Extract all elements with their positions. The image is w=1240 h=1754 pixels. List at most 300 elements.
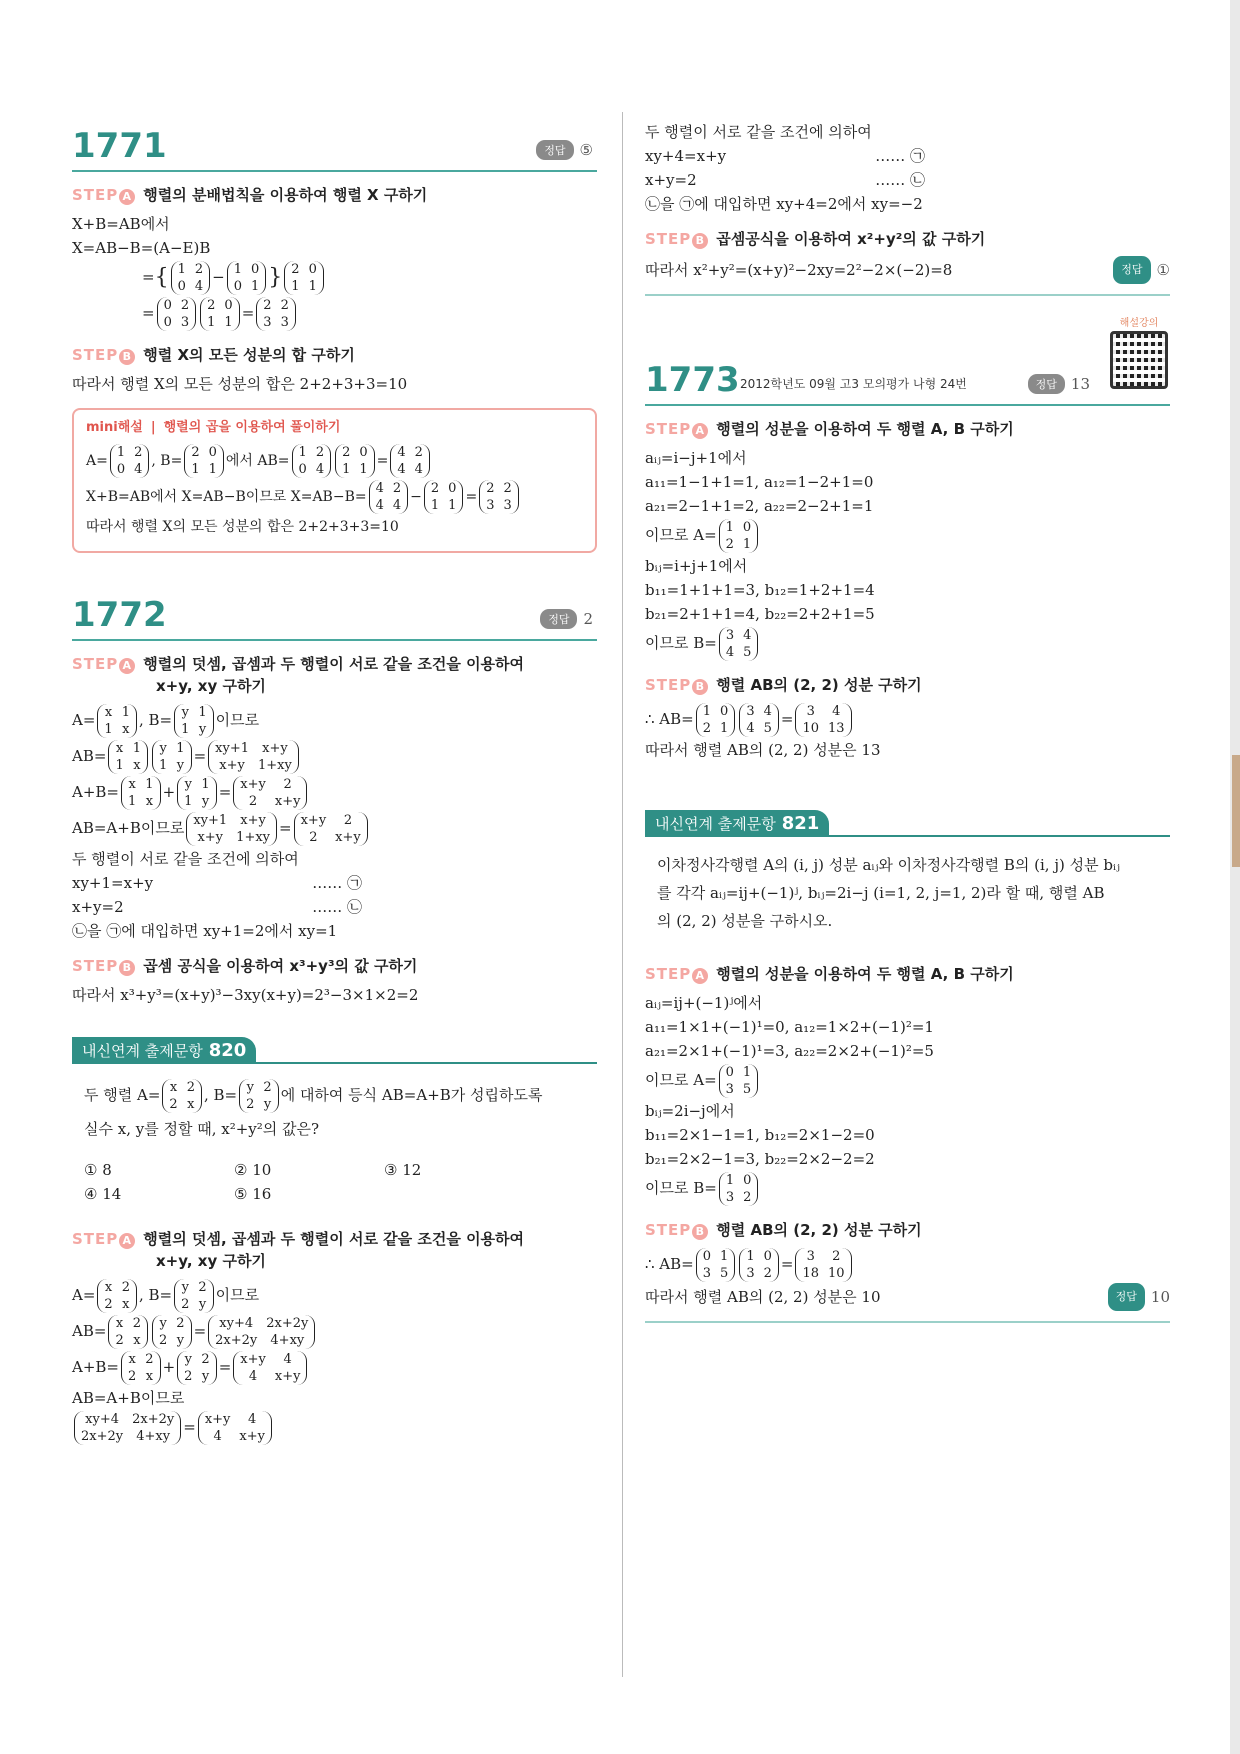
matrix-entry: 1 — [116, 445, 126, 460]
problem-1773-header — [645, 318, 1170, 406]
solution-line: b₂₁=2+1+1=4, b₂₂=2+2+1=5 — [645, 605, 875, 623]
matrix-entry: 4 — [248, 1369, 258, 1384]
choices — [72, 1148, 597, 1206]
matrix-entry: 2 — [198, 1280, 207, 1295]
answer-badge: 정답 — [1113, 256, 1150, 284]
matrix-entry: 2 — [104, 1297, 113, 1312]
matrix-entry: 0 — [116, 462, 126, 477]
matrix — [335, 444, 375, 478]
answer-value: 2 — [583, 610, 593, 628]
solution-line-matrix: xy+4 2x+2y 2x+2y 4+xy = x+y 4 4 x+y — [72, 1410, 597, 1446]
matrix — [97, 704, 137, 738]
matrix-entry: 1 — [298, 445, 307, 460]
answer-value: 13 — [1070, 375, 1090, 393]
matrix-entry: 3 — [180, 315, 190, 330]
step-title-cont: x+y, xy 구하기 — [156, 677, 266, 695]
matrix-entry: x+y — [274, 1369, 301, 1384]
equation-line: x+y=2 …… ㉡ — [72, 898, 362, 916]
step-title: 행렬 AB의 (2, 2) 성분 구하기 — [716, 676, 922, 694]
step-title: 행렬 AB의 (2, 2) 성분 구하기 — [716, 1221, 922, 1239]
matrix-entry: 1 — [430, 498, 440, 513]
answer-badge: 정답 — [536, 140, 573, 160]
matrix — [200, 297, 240, 331]
matrix-entry: y — [159, 741, 167, 756]
matrix-entry: 1 — [720, 1249, 729, 1264]
matrix — [795, 1248, 851, 1282]
matrix-entry: 1 — [176, 741, 185, 756]
matrix-entry: 1 — [233, 262, 242, 277]
matrix-entry: 0 — [298, 462, 307, 477]
solution-line-matrix: ∴ AB= 1 0 2 1 3 4 4 5 = 3 4 10 13 — [645, 702, 1170, 738]
matrix-entry: 2 — [414, 445, 423, 460]
question-line: 이차정사각행렬 A의 (i, j) 성분 aᵢⱼ와 이차정사각행렬 B의 (i, j) 성분 bᵢⱼ — [657, 856, 1120, 874]
matrix — [390, 444, 430, 478]
matrix-entry: 1 — [342, 462, 351, 477]
solution-line: X+B=AB에서 — [72, 215, 170, 233]
solution-line: b₂₁=2×2−1=3, b₂₂=2×2−2=2 — [645, 1150, 875, 1168]
step-title: 행렬의 분배법칙을 이용하여 행렬 X 구하기 — [143, 186, 428, 204]
step-b-heading — [72, 344, 597, 366]
matrix-entry: 2 — [159, 1333, 168, 1348]
solution-line-matrix: A= x 2 2 x , B= y 2 2 y 이므로 — [72, 1280, 260, 1312]
matrix-entry: 1 — [132, 741, 141, 756]
matrix-entry: 2 — [743, 1190, 752, 1205]
matrix-entry: x — [122, 1297, 130, 1312]
qr-code-icon — [1110, 331, 1168, 389]
matrix-entry: 4 — [832, 704, 841, 719]
matrix-entry: 0 — [177, 279, 186, 294]
matrix-entry: 5 — [743, 645, 752, 660]
choice[interactable]: ⑤ 16 — [234, 1185, 272, 1203]
matrix-entry: 2 — [246, 1097, 255, 1112]
solution-line: X=AB−B=(A−E)B — [72, 239, 211, 257]
matrix-entry: 2x+2y — [81, 1429, 124, 1444]
matrix — [284, 261, 324, 295]
problem-source: 2012학년도 09월 고3 모의평가 나형 24번 — [740, 377, 967, 391]
matrix-entry: 4 — [194, 279, 204, 294]
matrix-entry: 1 — [198, 705, 207, 720]
matrix-entry: 1 — [191, 462, 200, 477]
matrix-entry: 18 — [802, 1266, 819, 1281]
matrix-entry: 1 — [448, 498, 457, 513]
solution-line-matrix: A= x 1 1 x , B= y 1 1 y 이므로 — [72, 705, 260, 737]
matrix-entry: 1 — [201, 777, 210, 792]
solution-line: 따라서 행렬 AB의 (2, 2) 성분은 10 정답 10 — [645, 1283, 1170, 1311]
matrix-entry: 1 — [702, 704, 712, 719]
matrix-entry: 4 — [375, 481, 384, 496]
matrix-entry: 4 — [763, 704, 772, 719]
matrix-entry: 1 — [181, 722, 190, 737]
solution-line: 따라서 x³+y³=(x+y)³−3xy(x+y)=2³−3×1×2=2 — [72, 986, 419, 1004]
matrix-entry: 4 — [248, 1412, 257, 1427]
matrix-entry: y — [181, 705, 189, 720]
answer-label — [536, 140, 593, 160]
solution-line-matrix: ={ 1 2 0 4 − 1 0 0 1 } 2 0 1 1 — [72, 260, 597, 296]
matrix-entry: 4 — [725, 645, 735, 660]
matrix-entry: 0 — [163, 298, 172, 313]
problem-number: 1772 — [72, 595, 167, 635]
answer-value: ⑤ — [579, 141, 593, 159]
choice[interactable]: ④ 14 — [84, 1185, 122, 1203]
matrix-entry: x — [145, 1369, 154, 1384]
matrix-entry: 4+xy — [136, 1429, 171, 1444]
choice[interactable]: ① 8 — [84, 1161, 112, 1179]
matrix — [479, 480, 519, 514]
step-label: STEP B — [645, 676, 708, 694]
step-b-heading — [645, 674, 1170, 696]
matrix-entry: 4 — [134, 462, 143, 477]
solution-line: a₁₁=1−1+1=1, a₁₂=1−2+1=0 — [645, 473, 874, 491]
step-label: STEP A — [645, 965, 708, 983]
matrix — [152, 1315, 192, 1349]
problem-1772-header — [72, 589, 597, 641]
related-tab: 내신연계 출제문항 820 — [72, 1037, 256, 1064]
matrix-entry: 2 — [121, 1280, 130, 1295]
answer-value: ① — [1156, 261, 1170, 279]
matrix-entry: 1 — [720, 721, 729, 736]
matrix-entry: 1 — [746, 1249, 755, 1264]
solution-line-matrix: 이므로 B= 3 4 4 5 — [645, 626, 1170, 662]
matrix-entry: x+y — [197, 830, 224, 845]
question-line: 두 행렬 A= x 2 2 x , B= y 2 2 y 에 대하여 등식 AB=A+B가 성립하도록 — [84, 1080, 543, 1112]
solution-line: 따라서 x²+y²=(x+y)²−2xy=2²−2×(−2)=8 정답 ① — [645, 256, 1170, 284]
matrix-entry: 1 — [145, 777, 154, 792]
equation-line: xy+1=x+y …… ㉠ — [72, 874, 362, 892]
matrix-entry: xy+4 — [85, 1412, 119, 1427]
matrix-entry: 10 — [828, 1266, 845, 1281]
matrix-entry: 2x+2y — [266, 1316, 309, 1331]
matrix-entry: 0 — [702, 1249, 712, 1264]
step-title: 행렬의 성분을 이용하여 두 행렬 A, B 구하기 — [716, 965, 1014, 983]
matrix-entry: 13 — [828, 721, 845, 736]
matrix-entry: 2x+2y — [215, 1333, 258, 1348]
right-column — [645, 120, 1170, 1323]
matrix-entry: 2x+2y — [132, 1412, 175, 1427]
choice[interactable]: ② 10 — [234, 1161, 272, 1179]
matrix-entry: xy+1 — [215, 741, 249, 756]
matrix-entry: 2 — [832, 1249, 841, 1264]
matrix-entry: y — [176, 758, 185, 773]
matrix-entry: 5 — [763, 721, 772, 736]
problem-number: 1773 — [645, 360, 740, 400]
matrix-entry: x — [128, 777, 136, 792]
matrix-entry: 0 — [742, 520, 752, 535]
solution-line-matrix: 이므로 B= 1 0 3 2 — [645, 1171, 1170, 1207]
step-label: STEP B — [72, 957, 135, 975]
matrix — [227, 261, 267, 295]
matrix-entry: x — [133, 758, 141, 773]
matrix — [198, 1411, 272, 1445]
matrix-entry: 0 — [163, 315, 172, 330]
matrix-entry: x+y — [335, 830, 361, 845]
step-title: 행렬의 덧셈, 곱셈과 두 행렬이 서로 같을 조건을 이용하여 — [143, 1230, 525, 1248]
matrix-entry: 0 — [743, 1173, 752, 1188]
matrix-entry: 2 — [128, 1369, 137, 1384]
step-a-heading — [645, 418, 1170, 440]
step-b-heading — [645, 228, 1170, 250]
matrix-entry: 2 — [725, 537, 734, 552]
matrix-entry: x — [133, 1333, 141, 1348]
mini-line: A= 1 2 0 4 , B= 2 0 1 1 에서 AB= 1 2 0 4 2 0 1 1 = 4 2 4 4 — [86, 443, 583, 479]
step-title: 곱셈공식을 이용하여 x²+y²의 값 구하기 — [716, 230, 986, 248]
matrix-entry: 2 — [180, 298, 190, 313]
matrix — [208, 740, 299, 774]
matrix — [186, 812, 277, 846]
step-b-heading — [72, 955, 597, 977]
matrix-entry: 4 — [315, 462, 325, 477]
solution-line: bᵢⱼ=2i−j에서 — [645, 1102, 735, 1120]
step-label: STEP A — [72, 186, 135, 204]
section-rule — [645, 294, 1170, 296]
matrix-entry: 0 — [233, 279, 242, 294]
matrix-entry: 0 — [359, 445, 368, 460]
matrix — [719, 1172, 759, 1206]
matrix-entry: 2 — [263, 298, 272, 313]
matrix-entry: 2 — [283, 777, 292, 792]
matrix — [74, 1411, 181, 1445]
matrix-entry: x — [122, 722, 130, 737]
solution-line-matrix: 이므로 A= 1 0 2 1 — [645, 518, 1170, 554]
matrix-entry: 2 — [503, 481, 512, 496]
step-label: STEP A — [72, 655, 135, 673]
matrix — [294, 812, 368, 846]
step-b-heading — [645, 1219, 1170, 1241]
matrix-entry: xy+4 — [219, 1316, 254, 1331]
matrix-entry: 1 — [184, 794, 193, 809]
matrix-entry: 2 — [207, 298, 216, 313]
matrix-entry: 1 — [115, 758, 124, 773]
matrix-entry: 2 — [309, 830, 318, 845]
matrix — [292, 444, 332, 478]
matrix-entry: 2 — [392, 481, 402, 496]
matrix-entry: 0 — [208, 445, 217, 460]
matrix-entry: 2 — [132, 1316, 141, 1331]
matrix-entry: x — [187, 1097, 195, 1112]
page-edge — [1230, 0, 1240, 1754]
solution-line: ㉡을 ㉠에 대입하면 xy+1=2에서 xy=1 — [72, 922, 338, 940]
matrix — [719, 627, 759, 661]
matrix — [121, 1351, 161, 1385]
solution-line: b₁₁=2×1−1=1, b₁₂=2×1−2=0 — [645, 1126, 875, 1144]
matrix-entry: 3 — [263, 315, 272, 330]
matrix-entry: y — [159, 1316, 167, 1331]
answer-badge: 정답 — [1028, 374, 1065, 394]
matrix-entry: 1 — [725, 520, 734, 535]
solution-line-matrix: 이므로 A= 0 1 3 5 — [645, 1063, 1170, 1099]
matrix-entry: 2 — [486, 481, 495, 496]
matrix-entry: xy+1 — [193, 813, 228, 828]
matrix-entry: 2 — [194, 262, 204, 277]
matrix — [696, 1248, 736, 1282]
matrix — [177, 1351, 217, 1385]
matrix-entry: x — [115, 741, 124, 756]
matrix-entry: 3 — [725, 628, 735, 643]
matrix — [177, 776, 217, 810]
solution-line-matrix: AB= x 2 2 x y 2 2 y = xy+4 2x+2y 2x+2y 4+xy — [72, 1314, 597, 1350]
solution-line: ㉡을 ㉠에 대입하면 xy+4=2에서 xy=−2 — [645, 195, 923, 213]
problem-1771-header — [72, 120, 597, 172]
matrix-entry: 2 — [201, 1352, 210, 1367]
matrix-entry: 4 — [392, 498, 402, 513]
matrix-entry: x+y — [240, 777, 266, 792]
question-line: 의 (2, 2) 성분을 구하시오. — [657, 912, 833, 930]
matrix-entry: 2 — [430, 481, 440, 496]
solution-line-matrix: A+B= x 1 1 x + y 1 1 y = x+y 2 2 x+y — [72, 775, 597, 811]
matrix-entry: 2 — [145, 1352, 154, 1367]
equation-line: xy+4=x+y …… ㉠ — [645, 147, 925, 165]
answer-label — [540, 609, 593, 629]
matrix — [97, 1279, 137, 1313]
matrix-entry: y — [263, 1097, 272, 1112]
matrix-entry: 1+xy — [236, 830, 271, 845]
question-line: 실수 x, y를 정할 때, x²+y²의 값은? — [84, 1120, 320, 1138]
step-a-heading — [72, 653, 597, 697]
matrix-entry: 2 — [169, 1097, 178, 1112]
matrix-entry: 1 — [725, 1173, 735, 1188]
matrix-entry: 2 — [291, 262, 300, 277]
matrix-entry: 1 — [308, 279, 317, 294]
related-question — [645, 837, 1170, 939]
matrix-entry: 5 — [720, 1266, 729, 1281]
step-label: STEP A — [72, 1230, 135, 1248]
matrix-entry: 1 — [177, 262, 186, 277]
matrix-entry: 4 — [397, 445, 406, 460]
matrix — [121, 776, 161, 810]
matrix-entry: 5 — [742, 1082, 752, 1097]
matrix-entry: 3 — [725, 1190, 735, 1205]
answer-value: 10 — [1150, 1288, 1170, 1306]
matrix-entry: y — [184, 777, 192, 792]
matrix-entry: 2 — [184, 1369, 193, 1384]
matrix — [171, 261, 211, 295]
matrix-entry: x+y — [204, 1412, 231, 1427]
matrix-entry: 1 — [207, 315, 216, 330]
matrix-entry: y — [184, 1352, 192, 1367]
matrix-entry: 0 — [224, 298, 233, 313]
matrix — [696, 703, 736, 737]
solution-line: 따라서 행렬 X의 모든 성분의 합은 2+2+3+3=10 — [72, 375, 408, 393]
matrix-entry: 1+xy — [257, 758, 292, 773]
solution-line: 따라서 행렬 AB의 (2, 2) 성분은 13 — [645, 741, 881, 759]
matrix-entry: y — [176, 1333, 185, 1348]
matrix-entry: 3 — [503, 498, 512, 513]
matrix-entry: 3 — [806, 704, 815, 719]
matrix-entry: x+y — [240, 813, 266, 828]
matrix-entry: 2 — [181, 1297, 190, 1312]
matrix-entry: 1 — [742, 1065, 752, 1080]
choice[interactable]: ③ 12 — [384, 1161, 422, 1179]
matrix-entry: 2 — [176, 1316, 185, 1331]
related-problem-821 — [645, 810, 1170, 939]
matrix-entry: 2 — [115, 1333, 124, 1348]
matrix-entry: 3 — [702, 1266, 712, 1281]
matrix — [152, 740, 192, 774]
matrix-entry: x+y — [262, 741, 288, 756]
matrix-entry: x — [169, 1080, 178, 1095]
column-divider — [622, 112, 623, 1677]
matrix — [424, 480, 464, 514]
step-letter: A — [119, 189, 135, 205]
matrix-entry: y — [201, 794, 210, 809]
solution-line: bᵢⱼ=i+j+1에서 — [645, 557, 748, 575]
matrix-entry: 2 — [343, 813, 353, 828]
step-a-heading — [645, 963, 1170, 985]
step-a-heading: STEP A 행렬의 덧셈, 곱셈과 두 행렬이 서로 같을 조건을 이용하여 x+y, xy 구하기 — [72, 1230, 525, 1270]
matrix-entry: 4 — [414, 462, 423, 477]
related-tab: 내신연계 출제문항 821 — [645, 810, 829, 837]
matrix-entry: 2 — [315, 445, 325, 460]
answer-label — [1028, 374, 1090, 394]
matrix — [256, 297, 296, 331]
matrix-entry: 1 — [251, 279, 260, 294]
matrix-entry: 2 — [263, 1080, 272, 1095]
matrix-entry: 2 — [134, 445, 143, 460]
matrix-entry: y — [246, 1080, 254, 1095]
matrix-entry: 0 — [763, 1249, 772, 1264]
qr-code[interactable] — [1108, 314, 1170, 388]
matrix-entry: 3 — [725, 1082, 734, 1097]
solution-line-matrix: AB= x 1 1 x y 1 1 y = xy+1 x+y x+y 1+xy — [72, 739, 597, 775]
solution-line: aᵢⱼ=i−j+1에서 — [645, 449, 747, 467]
step-label: STEP A — [645, 420, 708, 438]
matrix — [157, 297, 197, 331]
step-title: 행렬의 덧셈, 곱셈과 두 행렬이 서로 같을 조건을 이용하여 — [143, 655, 525, 673]
matrix-entry: 1 — [128, 794, 137, 809]
matrix — [174, 1279, 214, 1313]
matrix — [208, 1315, 315, 1349]
matrix-entry: 2 — [186, 1080, 195, 1095]
matrix — [739, 703, 779, 737]
solution-line: a₂₁=2×1+(−1)¹=3, a₂₂=2×2+(−1)²=5 — [645, 1042, 934, 1060]
solution-line: b₁₁=1+1+1=3, b₁₂=1+2+1=4 — [645, 581, 875, 599]
solution-line-matrix: A+B= x 2 2 x + y 2 2 y = x+y 4 4 x+y — [72, 1350, 597, 1386]
matrix-entry: 10 — [802, 721, 819, 736]
solution-line-matrix: ∴ AB= 0 1 3 5 1 0 3 2 = 3 2 18 10 — [645, 1247, 1170, 1283]
solution-line: a₁₁=1×1+(−1)¹=0, a₁₂=1×2+(−1)²=1 — [645, 1018, 934, 1036]
solution-line: AB=A+B이므로 — [72, 1389, 185, 1407]
step-label: STEP B — [72, 346, 135, 364]
matrix-entry: 4 — [746, 721, 755, 736]
matrix-entry: x — [104, 1280, 113, 1295]
matrix-entry: 2 — [763, 1266, 772, 1281]
matrix-entry: x — [145, 794, 154, 809]
related-question — [72, 1064, 597, 1148]
matrix-entry: 4+xy — [270, 1333, 305, 1348]
matrix-entry: 1 — [121, 705, 130, 720]
section-rule — [645, 1321, 1170, 1323]
matrix-entry: 3 — [486, 498, 495, 513]
matrix-entry: 2 — [342, 445, 351, 460]
matrix-entry: x+y — [239, 1429, 265, 1444]
matrix-entry: x+y — [274, 794, 301, 809]
matrix — [174, 704, 214, 738]
matrix — [369, 480, 409, 514]
matrix — [110, 444, 150, 478]
matrix — [239, 1079, 279, 1113]
matrix-entry: y — [198, 1297, 207, 1312]
answer-badge: 정답 — [1108, 1283, 1145, 1311]
step-a-heading — [72, 184, 597, 206]
matrix-entry: y — [201, 1369, 210, 1384]
matrix-entry: x+y — [240, 1352, 266, 1367]
matrix-entry: 1 — [359, 462, 368, 477]
matrix-entry: x+y — [300, 813, 327, 828]
matrix-entry: x — [128, 1352, 136, 1367]
matrix-entry: 1 — [224, 315, 233, 330]
matrix-entry: 0 — [448, 481, 457, 496]
matrix-entry: 3 — [280, 315, 289, 330]
matrix-entry: 0 — [308, 262, 317, 277]
